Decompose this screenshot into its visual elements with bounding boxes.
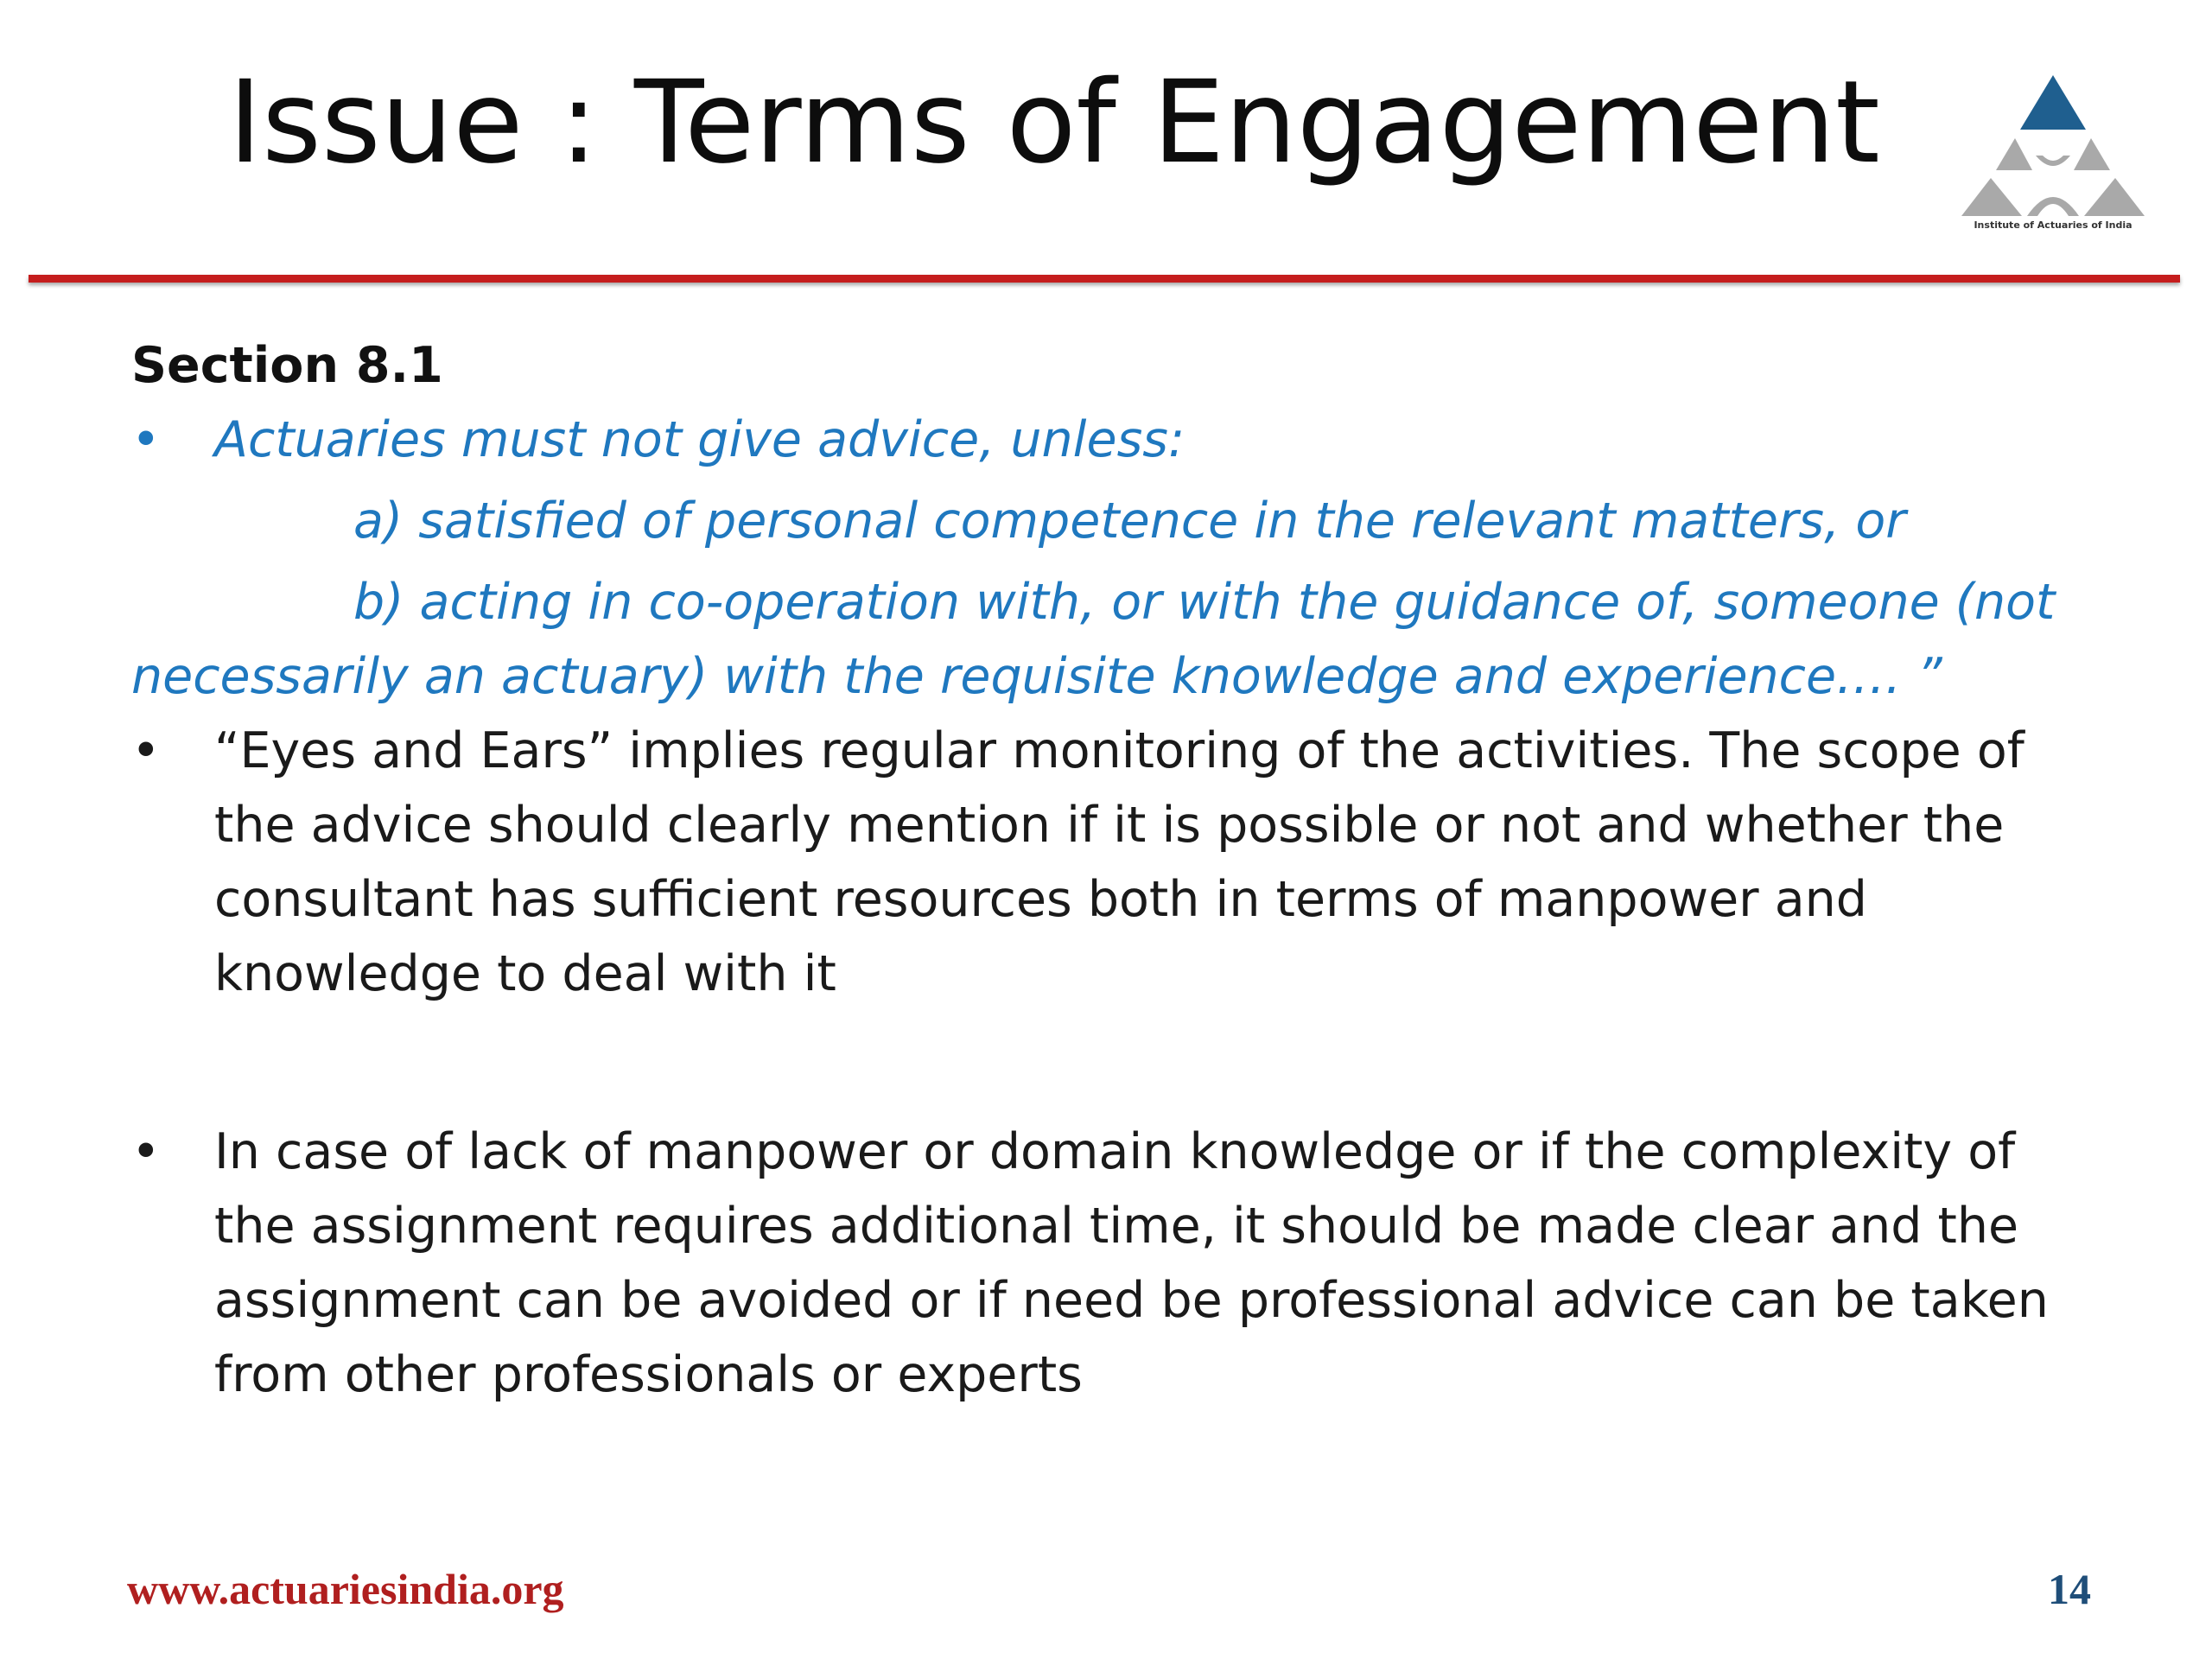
bullet-text: In case of lack of manpower or domain knowledge or if the complexity of the assignment requires additional time, it should be made clear and the assignment can be avoided or if need be professional advice can be taken from other professionals or experts [214, 1123, 2049, 1403]
quote-lead: Actuaries must not give advice, unless: [214, 411, 1185, 468]
bullet-icon: • [131, 722, 161, 779]
quote-bullet [131, 403, 2101, 477]
quote-item-b: b) acting in co-operation with, or with the guidance of, someone (not necessarily an actuary) with the requisite knowledge and experience…. ” [131, 574, 2056, 705]
slide-title: Issue : Terms of Engagement [228, 56, 1880, 189]
bullet-text: “Eyes and Ears” implies regular monitoring of the activities. The scope of the advice should clearly mention if it is possible or not and whether the consultant has sufficient resources both in terms of manpower and knowledge to deal with it [214, 722, 2024, 1002]
institute-logo [1942, 71, 2164, 244]
quote-item-a: a) satisfied of personal competence in the relevant matters, or [353, 493, 1906, 550]
bullet-icon: • [131, 1123, 161, 1180]
bullet-eyes-and-ears [131, 714, 2101, 1011]
bullet-lack-of-manpower [131, 1115, 2101, 1412]
page-number: 14 [2048, 1565, 2091, 1613]
footer-website-link[interactable]: www.actuariesindia.org [127, 1565, 564, 1613]
bullet-icon: • [131, 411, 161, 468]
slide-body [131, 328, 2101, 1412]
title-divider [29, 275, 2180, 283]
logo-caption: Institute of Actuaries of India [1974, 219, 2133, 231]
triangle-logo-icon [1942, 71, 2164, 222]
section-heading: Section 8.1 [131, 337, 443, 394]
